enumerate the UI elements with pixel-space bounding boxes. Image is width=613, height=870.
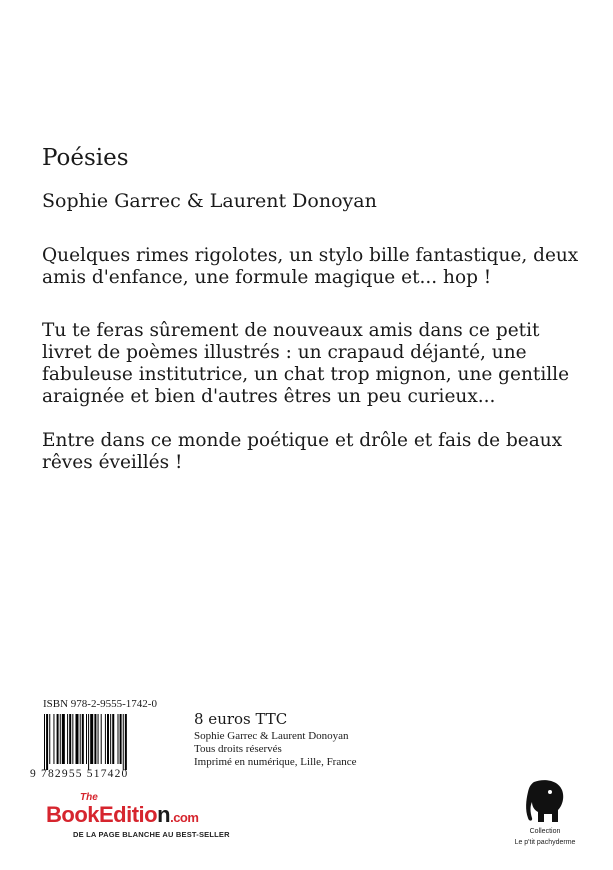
elephant-icon (524, 778, 566, 826)
barcode-bar (82, 714, 84, 764)
barcode-bar (98, 714, 99, 764)
barcode-bar (94, 714, 96, 764)
book-authors: Sophie Garrec & Laurent Donoyan (42, 190, 377, 212)
logo-wordmark (46, 802, 198, 828)
barcode-bar (88, 714, 89, 770)
barcode-bar (76, 714, 79, 764)
book-title: Poésies (42, 145, 129, 171)
barcode-bar (49, 714, 50, 764)
logo-the: The (80, 792, 98, 803)
collection-name: Le p'tit pachyderme (514, 838, 576, 846)
barcode-bar (80, 714, 81, 764)
barcode-bar (53, 714, 54, 764)
barcode-bar (125, 714, 127, 770)
barcode-bar (123, 714, 124, 770)
barcode-bar (44, 714, 45, 770)
barcode-bar (101, 714, 102, 764)
blurb-paragraph-2: Tu te feras sûrement de nouveaux amis dans ce petit livret de poèmes illustrés : un crapaud déjanté, une fabuleuse institutrice, un chat trop mignon, une gentille araignée et bien d'autres êtres un peu curieux... (42, 320, 570, 407)
printing-notice: Imprimé en numérique, Lille, France (194, 756, 357, 768)
barcode-bar (118, 714, 119, 764)
barcode-bar (57, 714, 59, 764)
rights-notice: Tous droits réservés (194, 743, 282, 755)
barcode-bar (46, 714, 48, 770)
barcode-bar (69, 714, 71, 764)
barcode-digits: 9 782955 517420 (30, 768, 129, 780)
logo-dotcom: .com (170, 810, 199, 825)
barcode-bar (62, 714, 65, 764)
barcode-bar (120, 714, 122, 764)
barcode-bar (110, 714, 111, 764)
collection-label: Collection (529, 828, 561, 835)
copyright-holders: Sophie Garrec & Laurent Donoyan (194, 730, 349, 742)
price: 8 euros TTC (194, 710, 288, 728)
barcode-bar (112, 714, 114, 764)
blurb-paragraph-3: Entre dans ce monde poétique et drôle et fais de beaux rêves éveillés ! (42, 430, 563, 473)
barcode-bar (105, 714, 106, 764)
barcode-bar (60, 714, 61, 764)
bookedition-logo (46, 792, 246, 852)
barcode-bar (67, 714, 68, 764)
barcode-bar (107, 714, 109, 764)
logo-book: BookEditi (46, 802, 145, 827)
isbn-label: ISBN 978-2-9555-1742-0 (43, 698, 157, 710)
barcode-bar (90, 714, 93, 764)
barcode-bar (72, 714, 73, 764)
logo-edition-tail: n (157, 802, 171, 827)
logo-tagline: DE LA PAGE BLANCHE AU BEST-SELLER (73, 830, 230, 839)
logo-o-pen-icon: o (144, 802, 158, 827)
barcode (42, 714, 174, 770)
barcode-bar (86, 714, 87, 764)
collection-badge (505, 778, 585, 847)
blurb-paragraph-1: Quelques rimes rigolotes, un stylo bille fantastique, deux amis d'enfance, une formule magique et... hop ! (42, 245, 579, 288)
legal-notice (194, 730, 357, 769)
